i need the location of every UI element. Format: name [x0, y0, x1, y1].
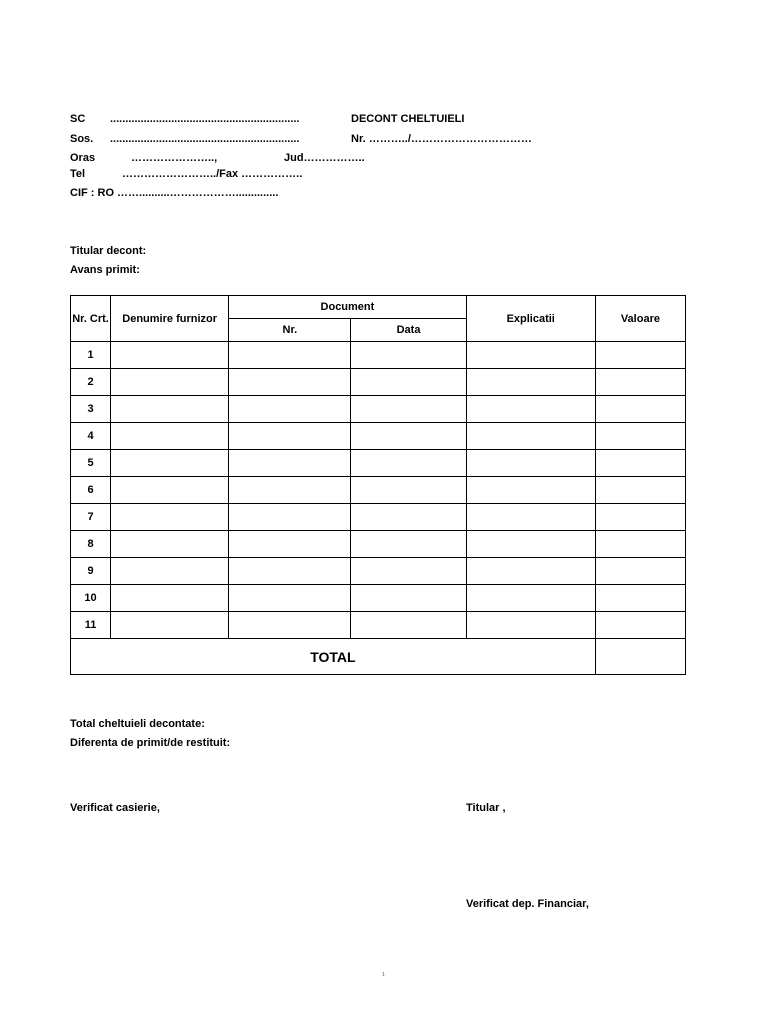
row-number: 7 [71, 504, 111, 531]
row-doc-nr-cell[interactable] [229, 342, 351, 369]
row-explicatii-cell[interactable] [466, 342, 595, 369]
row-doc-data-cell[interactable] [351, 531, 466, 558]
row-number: 5 [71, 450, 111, 477]
total-cheltuieli-label: Total cheltuieli decontate: [70, 718, 205, 730]
row-doc-data-cell[interactable] [351, 342, 466, 369]
jud-field: Jud…………….. [284, 152, 365, 164]
document-title: DECONT CHELTUIELI [351, 113, 465, 125]
row-number: 11 [71, 612, 111, 639]
row-furnizor-cell[interactable] [111, 396, 229, 423]
table-row [71, 531, 686, 558]
row-valoare-cell[interactable] [595, 369, 685, 396]
row-doc-nr-cell[interactable] [229, 450, 351, 477]
table-body [71, 342, 686, 639]
row-valoare-cell[interactable] [595, 396, 685, 423]
table-row [71, 342, 686, 369]
row-furnizor-cell[interactable] [111, 504, 229, 531]
col-document: Document [229, 296, 466, 319]
total-label: TOTAL [71, 639, 596, 675]
row-number: 2 [71, 369, 111, 396]
table-row [71, 504, 686, 531]
row-explicatii-cell[interactable] [466, 450, 595, 477]
row-number: 6 [71, 477, 111, 504]
row-doc-nr-cell[interactable] [229, 396, 351, 423]
row-explicatii-cell[interactable] [466, 423, 595, 450]
titular-signature-label: Titular , [466, 802, 506, 814]
row-furnizor-cell[interactable] [111, 450, 229, 477]
row-valoare-cell[interactable] [595, 504, 685, 531]
row-number: 4 [71, 423, 111, 450]
row-explicatii-cell[interactable] [466, 504, 595, 531]
table-row [71, 396, 686, 423]
row-furnizor-cell[interactable] [111, 585, 229, 612]
sc-label: SC [70, 113, 86, 125]
page-number: 1 [382, 972, 385, 978]
total-value-cell[interactable] [595, 639, 685, 675]
row-valoare-cell[interactable] [595, 558, 685, 585]
row-valoare-cell[interactable] [595, 612, 685, 639]
row-furnizor-cell[interactable] [111, 612, 229, 639]
col-document-data: Data [351, 319, 466, 342]
row-valoare-cell[interactable] [595, 342, 685, 369]
row-valoare-cell[interactable] [595, 477, 685, 504]
row-doc-nr-cell[interactable] [229, 585, 351, 612]
row-doc-nr-cell[interactable] [229, 477, 351, 504]
row-valoare-cell[interactable] [595, 531, 685, 558]
row-valoare-cell[interactable] [595, 423, 685, 450]
row-furnizor-cell[interactable] [111, 342, 229, 369]
diferenta-label: Diferenta de primit/de restituit: [70, 737, 231, 749]
titular-decont-label: Titular decont: [70, 245, 147, 257]
row-doc-data-cell[interactable] [351, 504, 466, 531]
oras-label: Oras [70, 152, 96, 164]
row-doc-nr-cell[interactable] [229, 369, 351, 396]
row-valoare-cell[interactable] [595, 450, 685, 477]
row-number: 3 [71, 396, 111, 423]
row-valoare-cell[interactable] [595, 585, 685, 612]
row-furnizor-cell[interactable] [111, 531, 229, 558]
row-explicatii-cell[interactable] [466, 612, 595, 639]
document-number: Nr. ………../…………………………… [351, 133, 532, 145]
row-explicatii-cell[interactable] [466, 558, 595, 585]
avans-primit-label: Avans primit: [70, 264, 140, 276]
table-row [71, 369, 686, 396]
row-doc-data-cell[interactable] [351, 450, 466, 477]
table-row [71, 423, 686, 450]
row-explicatii-cell[interactable] [466, 477, 595, 504]
row-furnizor-cell[interactable] [111, 558, 229, 585]
col-document-nr: Nr. [229, 319, 351, 342]
row-doc-nr-cell[interactable] [229, 558, 351, 585]
row-doc-data-cell[interactable] [351, 396, 466, 423]
table-row [71, 612, 686, 639]
verificat-financiar-label: Verificat dep. Financiar, [466, 898, 589, 910]
row-number: 1 [71, 342, 111, 369]
row-doc-data-cell[interactable] [351, 612, 466, 639]
col-nr-crt: Nr. Crt. [71, 296, 111, 342]
col-explicatii: Explicatii [466, 296, 595, 342]
col-valoare: Valoare [595, 296, 685, 342]
row-explicatii-cell[interactable] [466, 585, 595, 612]
row-doc-data-cell[interactable] [351, 477, 466, 504]
row-explicatii-cell[interactable] [466, 396, 595, 423]
table-row [71, 558, 686, 585]
row-doc-data-cell[interactable] [351, 423, 466, 450]
row-number: 8 [71, 531, 111, 558]
row-doc-nr-cell[interactable] [229, 504, 351, 531]
col-denumire-furnizor: Denumire furnizor [111, 296, 229, 342]
cif-field: CIF : RO ……..........……………….............. [70, 187, 279, 199]
row-doc-data-cell[interactable] [351, 369, 466, 396]
oras-dots: ………………….., [131, 152, 218, 164]
row-furnizor-cell[interactable] [111, 477, 229, 504]
row-explicatii-cell[interactable] [466, 531, 595, 558]
sos-label: Sos. [70, 133, 94, 145]
tel-label: Tel [70, 168, 86, 180]
row-number: 9 [71, 558, 111, 585]
row-doc-data-cell[interactable] [351, 558, 466, 585]
row-number: 10 [71, 585, 111, 612]
tel-fax-field: ……………………../Fax …………….. [122, 168, 303, 180]
sos-dots: .............................................................. [110, 133, 300, 145]
table-row [71, 477, 686, 504]
row-doc-nr-cell[interactable] [229, 423, 351, 450]
table-row [71, 450, 686, 477]
row-doc-data-cell[interactable] [351, 585, 466, 612]
row-furnizor-cell[interactable] [111, 423, 229, 450]
row-explicatii-cell[interactable] [466, 369, 595, 396]
row-furnizor-cell[interactable] [111, 369, 229, 396]
verificat-casierie-label: Verificat casierie, [70, 802, 160, 814]
row-doc-nr-cell[interactable] [229, 612, 351, 639]
row-doc-nr-cell[interactable] [229, 531, 351, 558]
sc-dots: .............................................................. [110, 113, 300, 125]
table-row [71, 585, 686, 612]
expenses-table [70, 295, 686, 675]
